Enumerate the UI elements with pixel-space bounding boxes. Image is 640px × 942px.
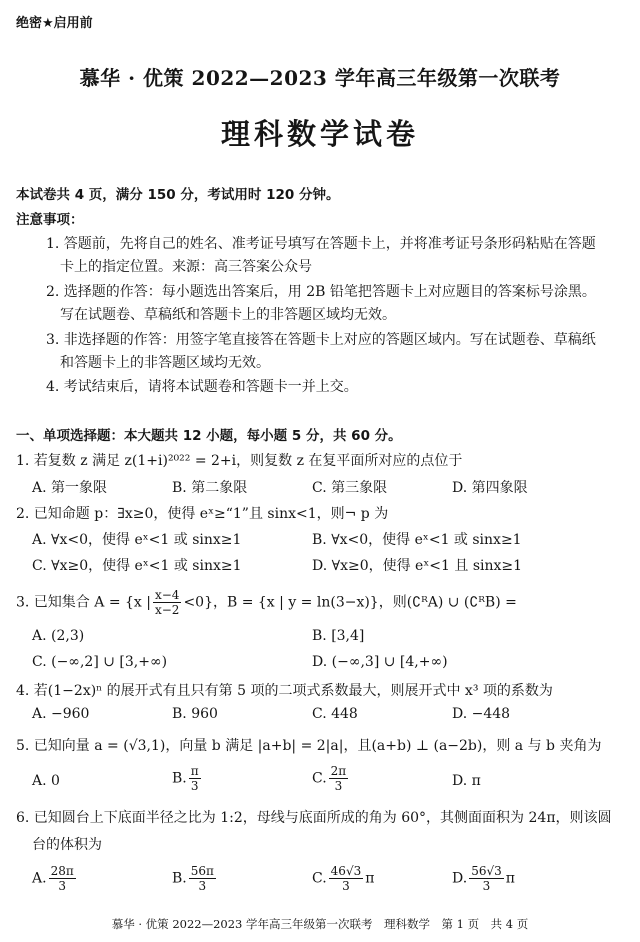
question-5-stem: 5. 已知向量 a = (√3,1)，向量 b 满足 |a+b| = 2|a|，且(a+b) ⊥ (a−2b)，则 a 与 b 夹角为	[16, 738, 602, 754]
fraction-numerator: 2π	[330, 764, 347, 778]
q1-option-b: B. 第二象限	[172, 480, 248, 496]
q4-option-d: D. −448	[452, 706, 511, 722]
exam-title: 慕华 · 优策 2022—2023 学年高三年级第一次联考	[79, 66, 561, 90]
q4-option-a: A. −960	[32, 706, 90, 722]
q6-option-c-fraction	[329, 864, 364, 893]
note-line: 2. 选择题的作答：每小题选出答案后，用 2B 铅笔把答题卡上对应题目的答案标号涂黑。	[46, 284, 596, 300]
q2-option-b: B. ∀x<0，使得 eˣ<1 或 sinx≥1	[312, 532, 522, 548]
q3-fraction-denominator: x−2	[154, 603, 180, 617]
q3-option-c: C. (−∞,2] ∪ [3,+∞)	[32, 654, 168, 670]
question-1-stem: 1. 若复数 z 满足 z(1+i)²⁰²² = 2+i，则复数 z 在复平面所对应的点位于	[16, 453, 463, 469]
q6-option-d	[452, 864, 515, 893]
note-line: 3. 非选择题的作答：用签字笔直接答在答题卡上对应的答题区域内。写在试题卷、草稿纸	[46, 332, 596, 348]
question-6-stem-line2: 台的体积为	[32, 837, 102, 853]
q6-option-b-fraction	[189, 864, 216, 893]
q6-option-d-label: D.	[452, 870, 468, 887]
question-4-stem: 4. 若(1−2x)ⁿ 的展开式有且只有第 5 项的二项式系数最大，则展开式中 x³ 项的系数为	[16, 683, 553, 699]
q6-option-b	[172, 864, 218, 893]
notes-heading: 注意事项：	[16, 212, 84, 228]
note-line: 写在试题卷、草稿纸和答题卡上的非答题区域均无效。	[60, 307, 396, 323]
section-heading: 一、单项选择题：本大题共 12 小题，每小题 5 分，共 60 分。	[16, 428, 402, 444]
fraction-numerator: 56√3	[471, 864, 502, 878]
q6-option-c-label: C.	[312, 870, 327, 887]
fraction-denominator: 3	[198, 879, 207, 893]
q3-option-b: B. [3,4]	[312, 628, 365, 644]
fraction-denominator: 3	[190, 779, 199, 793]
fraction-numerator: π	[190, 764, 199, 778]
q1-option-d: D. 第四象限	[452, 480, 528, 496]
fraction-denominator: 3	[342, 879, 350, 893]
q6-option-d-fraction	[469, 864, 504, 893]
question-3-stem	[16, 588, 517, 617]
q3-option-d: D. (−∞,3] ∪ [4,+∞)	[312, 654, 448, 670]
q6-option-a-label: A.	[32, 870, 47, 887]
q3-fraction	[153, 588, 181, 617]
q4-option-c: C. 448	[312, 706, 358, 722]
q5-option-c-label: C.	[312, 770, 327, 787]
note-line: 4. 考试结束后，请将本试题卷和答题卡一并上交。	[46, 379, 358, 395]
question-6-stem-line1: 6. 已知圆台上下底面半径之比为 1:2，母线与底面所成的角为 60°，其侧面面积为 24π，则该圆	[16, 810, 612, 826]
q6-option-a-fraction	[49, 864, 76, 893]
q2-option-c: C. ∀x≥0，使得 eˣ<1 或 sinx≥1	[32, 558, 242, 574]
q2-option-a: A. ∀x<0，使得 eˣ<1 或 sinx≥1	[32, 532, 242, 548]
q5-option-b	[172, 764, 203, 793]
q6-option-b-label: B.	[172, 870, 187, 887]
fraction-denominator: 3	[58, 879, 66, 893]
note-line: 1. 答题前，先将自己的姓名、准考证号填写在答题卡上，并将准考证号条形码粘贴在答题	[46, 236, 596, 252]
q1-option-c: C. 第三象限	[312, 480, 388, 496]
q5-option-c	[312, 764, 350, 793]
fraction-numerator: 46√3	[330, 864, 362, 878]
q3-stem-start: 3. 已知集合 A = {x |	[16, 594, 151, 611]
fraction-numerator: 56π	[190, 864, 214, 878]
q4-option-b: B. 960	[172, 706, 218, 722]
note-line: 和答题卡上的非答题区域均无效。	[60, 355, 270, 371]
q6-option-d-pi: π	[505, 870, 515, 887]
q6-option-c	[312, 864, 374, 893]
q1-option-a: A. 第一象限	[32, 480, 108, 496]
q5-option-b-fraction	[189, 764, 201, 793]
q5-option-c-fraction	[329, 764, 349, 793]
subject-title: 理科数学试卷	[220, 117, 419, 151]
q5-option-b-label: B.	[172, 770, 187, 787]
note-line: 卡上的指定位置。来源：高三答案公众号	[60, 259, 312, 275]
q6-option-c-pi: π	[365, 870, 375, 887]
q3-fraction-numerator: x−4	[154, 588, 180, 602]
fraction-numerator: 28π	[50, 864, 74, 878]
q5-option-d: D. π	[452, 773, 481, 789]
confidential-label: 绝密★启用前	[16, 16, 93, 31]
q3-stem-end: <0}，B = {x | y = ln(3−x)}，则(∁ᴿA) ∪ (∁ᴿB) =	[183, 594, 517, 611]
q3-option-a: A. (2,3)	[32, 628, 85, 644]
fraction-denominator: 3	[334, 779, 343, 793]
q6-option-a	[32, 864, 78, 893]
q5-option-a: A. 0	[32, 773, 60, 789]
exam-info: 本试卷共 4 页，满分 150 分，考试用时 120 分钟。	[16, 187, 340, 203]
fraction-denominator: 3	[482, 879, 491, 893]
question-2-stem: 2. 已知命题 p：∃x≥0，使得 eˣ≥“1”且 sinx<1，则¬ p 为	[16, 506, 389, 522]
page-footer: 慕华 · 优策 2022—2023 学年高三年级第一次联考 理科数学 第 1 页 共 4 页	[111, 917, 529, 931]
q2-option-d: D. ∀x≥0，使得 eˣ<1 且 sinx≥1	[312, 558, 523, 574]
